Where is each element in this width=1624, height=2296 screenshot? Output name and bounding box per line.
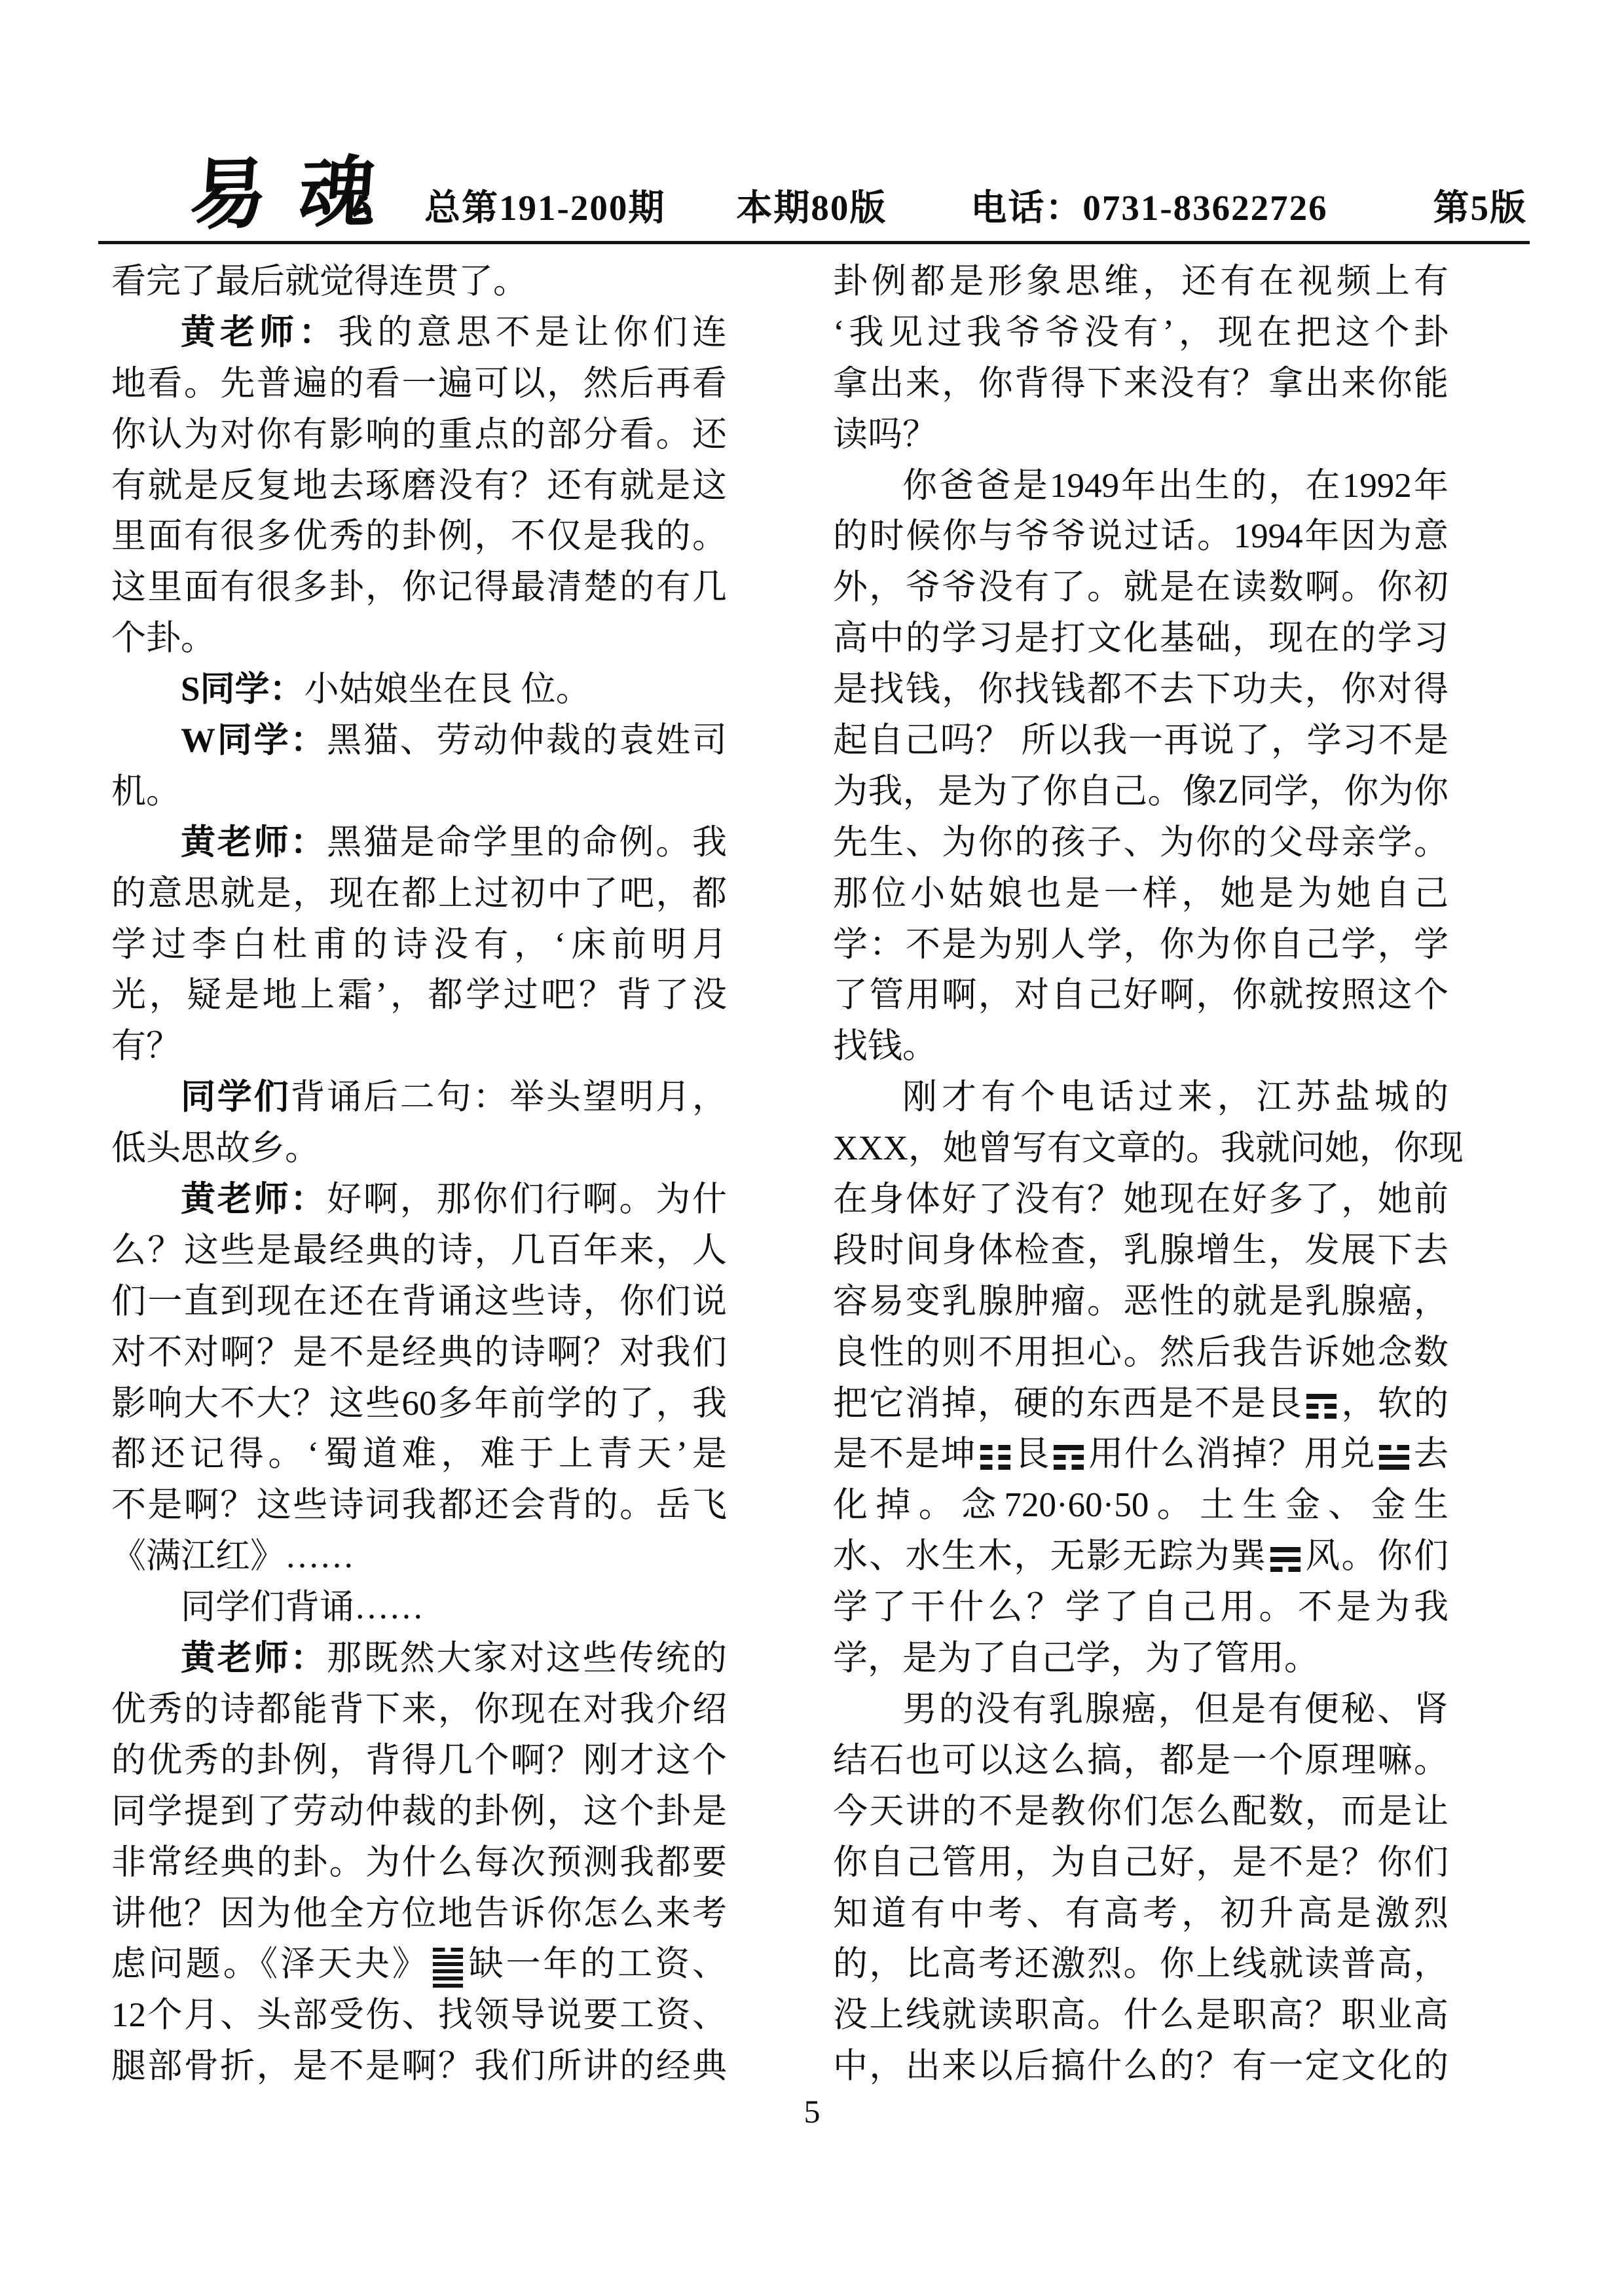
text-line: 腿部骨折，是不是啊？我们所讲的经典 [111, 2047, 727, 2086]
text-line: 把它消掉，硬的东西是不是艮 ，软的 [833, 1384, 1449, 1423]
phone-number-label: 电话：0731-83622726 [970, 188, 1328, 228]
text-line: 的意思就是，现在都上过初中了吧，都 [111, 874, 727, 913]
text-line: 么？这些是最经典的诗，几百年来，人 [111, 1231, 727, 1269]
text-line: 拿出来，你背得下来没有？拿出来你能 [833, 364, 1449, 403]
text-line: 《满江红》…… [111, 1537, 354, 1576]
header-divider [98, 241, 1530, 244]
text-line: 的优秀的卦例，背得几个啊？刚才这个 [111, 1741, 727, 1779]
text-line: W同学：黑猫、劳动仲裁的袁姓司 [181, 721, 728, 760]
text-line: 没上线就读职高。什么是职高？职业高 [833, 1996, 1449, 2035]
speaker-name: 同学们 [181, 1078, 291, 1117]
speaker-name: 黄老师： [181, 1639, 327, 1678]
text-line: 同学们背诵…… [181, 1588, 424, 1627]
trigram-icon [1379, 1440, 1409, 1474]
text-line: 学：不是为别人学，你为你自己学，学 [833, 925, 1449, 964]
edition-count-label: 本期80版 [736, 188, 887, 228]
text-line: 里面有很多优秀的卦例，不仅是我的。 [111, 517, 727, 556]
text-line: 同学提到了劳动仲裁的卦例，这个卦是 [111, 1792, 727, 1831]
text-line: 不是啊？这些诗词我都还会背的。岳飞 [111, 1486, 727, 1525]
text-line: 黄老师：那既然大家对这些传统的 [181, 1639, 728, 1678]
text-line: 为我，是为了你自己。像Z同学，你为你 [833, 772, 1449, 811]
page-number: 5 [803, 2093, 821, 2130]
text-line: 在身体好了没有？她现在好多了，她前 [833, 1180, 1449, 1219]
right-column [833, 257, 1464, 2092]
text-line: 讲他？因为他全方位地告诉你怎么来考 [111, 1894, 727, 1933]
text-line: 男的没有乳腺癌，但是有便秘、肾 [902, 1690, 1449, 1728]
text-line: 非常经典的卦。为什么每次预测我都要 [111, 1843, 727, 1882]
text-line: 黄老师：好啊，那你们行啊。为什 [181, 1180, 728, 1219]
text-line: 卦例都是形象思维，还有在视频上有 [833, 263, 1449, 301]
text-line: 学过李白杜甫的诗没有，‘床前明月 [111, 925, 727, 964]
text-line: 个卦。 [111, 619, 215, 658]
text-line: 看完了最后就觉得连贯了。 [111, 263, 528, 301]
text-line: 黄老师：我的意思不是让你们连 [181, 313, 728, 352]
text-line: 影响大不大？这些60多年前学的了，我 [111, 1384, 727, 1423]
text-line: 段时间身体检查，乳腺增生，发展下去 [833, 1231, 1449, 1269]
text-line: 读吗？ [833, 415, 937, 454]
hexagram-icon [433, 1944, 463, 1991]
text-line: 是找钱，你找钱都不去下功夫，你对得 [833, 670, 1449, 709]
text-line: 结石也可以这么搞，都是一个原理嘛。 [833, 1741, 1449, 1779]
text-line: 对不对啊？是不是经典的诗啊？对我们 [111, 1333, 727, 1372]
page-header [187, 149, 1527, 239]
text-line: 知道有中考、有高考，初升高是激烈 [833, 1894, 1449, 1933]
text-line: 优秀的诗都能背下来，你现在对我介绍 [111, 1690, 727, 1728]
speaker-name: 黄老师： [181, 1180, 327, 1219]
text-line: 低头思故乡。 [111, 1129, 320, 1168]
text-line: 容易变乳腺肿瘤。恶性的就是乳腺癌， [833, 1282, 1449, 1321]
text-line: 同学们背诵后二句：举头望明月， [181, 1078, 728, 1117]
text-line: 你爸爸是1949年出生的，在1992年 [902, 466, 1449, 505]
text-line: S同学：小姑娘坐在艮 位。 [181, 670, 591, 709]
text-line: 有？ [111, 1027, 181, 1066]
text-line: 先生、为你的孩子、为你的父母亲学。 [833, 823, 1449, 862]
text-line: 们一直到现在还在背诵这些诗，你们说 [111, 1282, 727, 1321]
text-line: 你自己管用，为自己好，是不是？你们 [833, 1843, 1449, 1882]
trigram-icon [980, 1440, 1010, 1474]
text-line: 的时候你与爷爷说过话。1994年因为意 [833, 517, 1449, 556]
text-line: 地看。先普遍的看一遍可以，然后再看 [111, 364, 727, 403]
text-line: 起自己吗？ 所以我一再说了，学习不是 [833, 721, 1449, 760]
issue-range-label: 总第191-200期 [424, 188, 666, 228]
trigram-icon [1270, 1542, 1301, 1576]
speaker-name: 黄老师： [181, 313, 339, 352]
page-edition-label: 第5版 [1433, 188, 1527, 228]
text-line: 的，比高考还激烈。你上线就读普高， [833, 1945, 1449, 1984]
text-line: 今天讲的不是教你们怎么配数，而是让 [833, 1792, 1449, 1831]
text-line: 是不是坤 艮 用什么消掉？用兑 去 [833, 1435, 1449, 1474]
text-line: 了管用啊，对自己好啊，你就按照这个 [833, 976, 1449, 1015]
text-line: 12个月、头部受伤、找领导说要工资、 [111, 1996, 727, 2035]
text-line: 机。 [111, 772, 181, 811]
text-line: 良性的则不用担心。然后我告诉她念数 [833, 1333, 1449, 1372]
paper-logo: 易魂 [187, 149, 411, 239]
text-line: 外，爷爷没有了。就是在读数啊。你初 [833, 568, 1449, 607]
text-line: ‘我见过我爷爷没有’，现在把这个卦 [833, 313, 1449, 352]
text-line: 学，是为了自己学，为了管用。 [833, 1639, 1319, 1678]
trigram-icon [1306, 1389, 1337, 1423]
text-line: 中，出来以后搞什么的？有一定文化的 [833, 2047, 1449, 2086]
text-line: 你认为对你有影响的重点的部分看。还 [111, 415, 727, 454]
text-line: 高中的学习是打文化基础，现在的学习 [833, 619, 1449, 658]
speaker-name: W同学： [181, 721, 327, 760]
text-line: 学了干什么？学了自己用。不是为我 [833, 1588, 1449, 1627]
trigram-icon [1054, 1440, 1084, 1474]
text-line: XXX，她曾写有文章的。我就问她，你现 [833, 1129, 1464, 1168]
text-line: 光，疑是地上霜’，都学过吧？背了没 [111, 976, 727, 1015]
speaker-name: 黄老师： [181, 823, 327, 862]
text-line: 刚才有个电话过来，江苏盐城的 [902, 1078, 1449, 1117]
text-line: 黄老师：黑猫是命学里的命例。我 [181, 823, 728, 862]
text-line: 找钱。 [833, 1027, 937, 1066]
text-line: 这里面有很多卦，你记得最清楚的有几 [111, 568, 727, 607]
left-column [111, 257, 727, 2092]
text-line: 都还记得。‘蜀道难，难于上青天’是 [111, 1435, 727, 1474]
text-line: 水、水生木，无影无踪为巽 风。你们 [833, 1537, 1449, 1576]
text-line: 有就是反复地去琢磨没有？还有就是这 [111, 466, 727, 505]
text-line: 化掉。念720·60·50。土生金、金生 [833, 1486, 1449, 1525]
speaker-name: S同学： [181, 670, 304, 709]
text-line: 虑问题。《泽天夬》 缺一年的工资、 [111, 1939, 727, 1990]
text-line: 那位小姑娘也是一样，她是为她自己 [833, 874, 1449, 913]
